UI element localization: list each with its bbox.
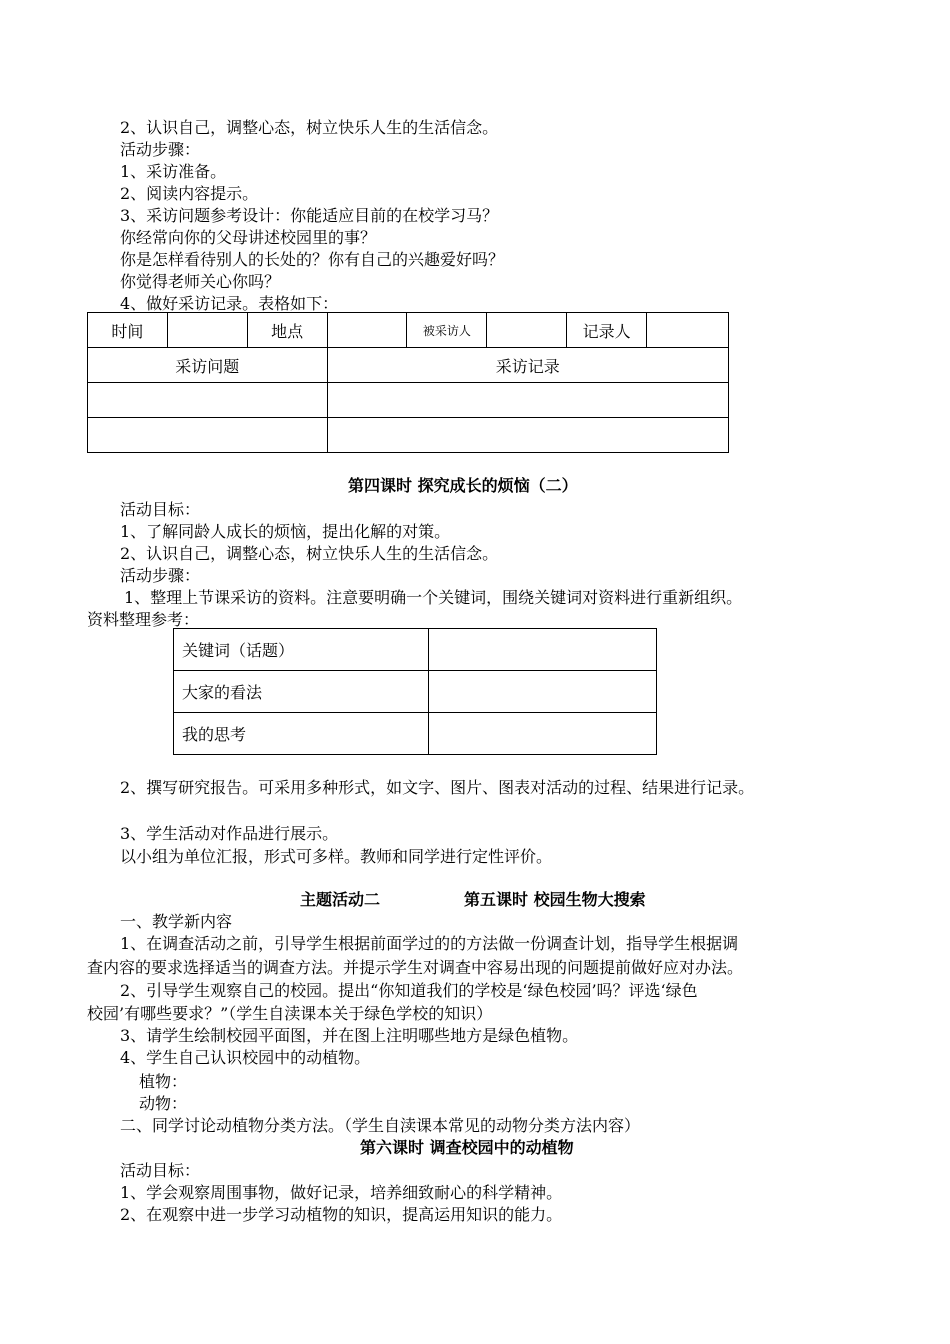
text-line: 2、在观察中进一步学习动植物的知识，提高运用知识的能力。 [120,1205,563,1224]
table-cell [88,383,328,418]
text-line: 二、同学讨论动植物分类方法。（学生自渎课本常见的动物分类方法内容） [120,1116,641,1135]
text-line: 一、教学新内容 [120,912,233,931]
text-line: 2、撰写研究报告。可采用多种形式，如文字、图片、图表对活动的过程、结果进行记录。 [120,778,755,797]
text-line: 活动步骤： [120,566,201,585]
text-line: 1、在调查活动之前，引导学生根据前面学过的的方法做一份调查计划，指导学生根据调 [120,934,739,953]
text-line: 1、学会观察周围事物，做好记录，培养细致耐心的科学精神。 [120,1183,563,1202]
text-line: 2、认识自己，调整心态，树立快乐人生的生活信念。 [120,544,499,563]
table-row [174,671,657,713]
table-cell [327,313,407,348]
text-line: 查内容的要求选择适当的调查方法。并提示学生对调查中容易出现的问题提前做好应对办法。 [87,958,744,977]
text-line: 资料整理参考： [87,610,200,629]
table-cell [88,418,328,453]
table-cell [327,383,728,418]
table-cell: 时间 [88,313,168,348]
table-cell: 地点 [247,313,327,348]
table-row [174,629,657,671]
text-line: 2、认识自己，调整心态，树立快乐人生的生活信念。 [120,118,499,137]
table-cell [327,418,728,453]
section-heading: 第四课时 探究成长的烦恼（二） [348,476,578,495]
table-cell: 我的思考 [174,713,429,755]
text-line: 4、学生自己认识校园中的动植物。 [120,1048,371,1067]
text-line: 你觉得老师关心你吗？ [120,272,281,291]
section-heading: 第五课时 校园生物大搜索 [464,890,646,909]
table-cell [647,313,729,348]
table-row [88,383,729,418]
table-row [174,713,657,755]
text-line: 3、采访问题参考设计：你能适应目前的在校学习马？ [120,206,499,225]
text-line: 1、了解同龄人成长的烦恼，提出化解的对策。 [120,522,451,541]
reference-table [173,628,657,755]
table-cell [487,313,567,348]
table-cell: 被采访人 [407,313,487,348]
table-cell [167,313,247,348]
table-cell: 采访问题 [88,348,328,383]
text-line: 2、阅读内容提示。 [120,184,259,203]
text-line: 活动步骤： [120,140,201,159]
text-line: 4、做好采访记录。表格如下： [120,294,339,313]
table-row [88,348,729,383]
text-line: 你是怎样看待别人的长处的？你有自己的兴趣爱好吗？ [120,250,505,269]
table-cell [428,629,657,671]
text-line: 3、学生活动对作品进行展示。 [120,824,339,843]
text-line: 1、采访准备。 [120,162,227,181]
table-cell: 大家的看法 [174,671,429,713]
table-cell: 关键词（话题） [174,629,429,671]
text-line: 校园’有哪些要求？”（学生自渎课本关于绿色学校的知识） [87,1004,493,1023]
table-cell: 记录人 [567,313,647,348]
text-line: 活动目标： [120,1161,201,1180]
interview-table [87,312,729,453]
text-line: 2、引导学生观察自己的校园。提出“你知道我们的学校是‘绿色校园’吗？评选‘绿色 [120,981,698,1000]
text-line: 你经常向你的父母讲述校园里的事？ [120,228,377,247]
text-line: 动物： [139,1094,188,1113]
table-cell [428,671,657,713]
table-row [88,313,729,348]
text-line: 1、整理上节课采访的资料。注意要明确一个关键词，围绕关键词对资料进行重新组织。 [124,588,743,607]
text-line: 以小组为单位汇报，形式可多样。教师和同学进行定性评价。 [120,847,553,866]
text-line: 植物： [139,1072,188,1091]
text-line: 3、请学生绘制校园平面图，并在图上注明哪些地方是绿色植物。 [120,1026,579,1045]
theme-heading: 主题活动二 [300,890,381,909]
table-cell [428,713,657,755]
text-line: 活动目标： [120,500,201,519]
table-row [88,418,729,453]
table-cell: 采访记录 [327,348,728,383]
section-heading: 第六课时 调查校园中的动植物 [360,1138,574,1157]
